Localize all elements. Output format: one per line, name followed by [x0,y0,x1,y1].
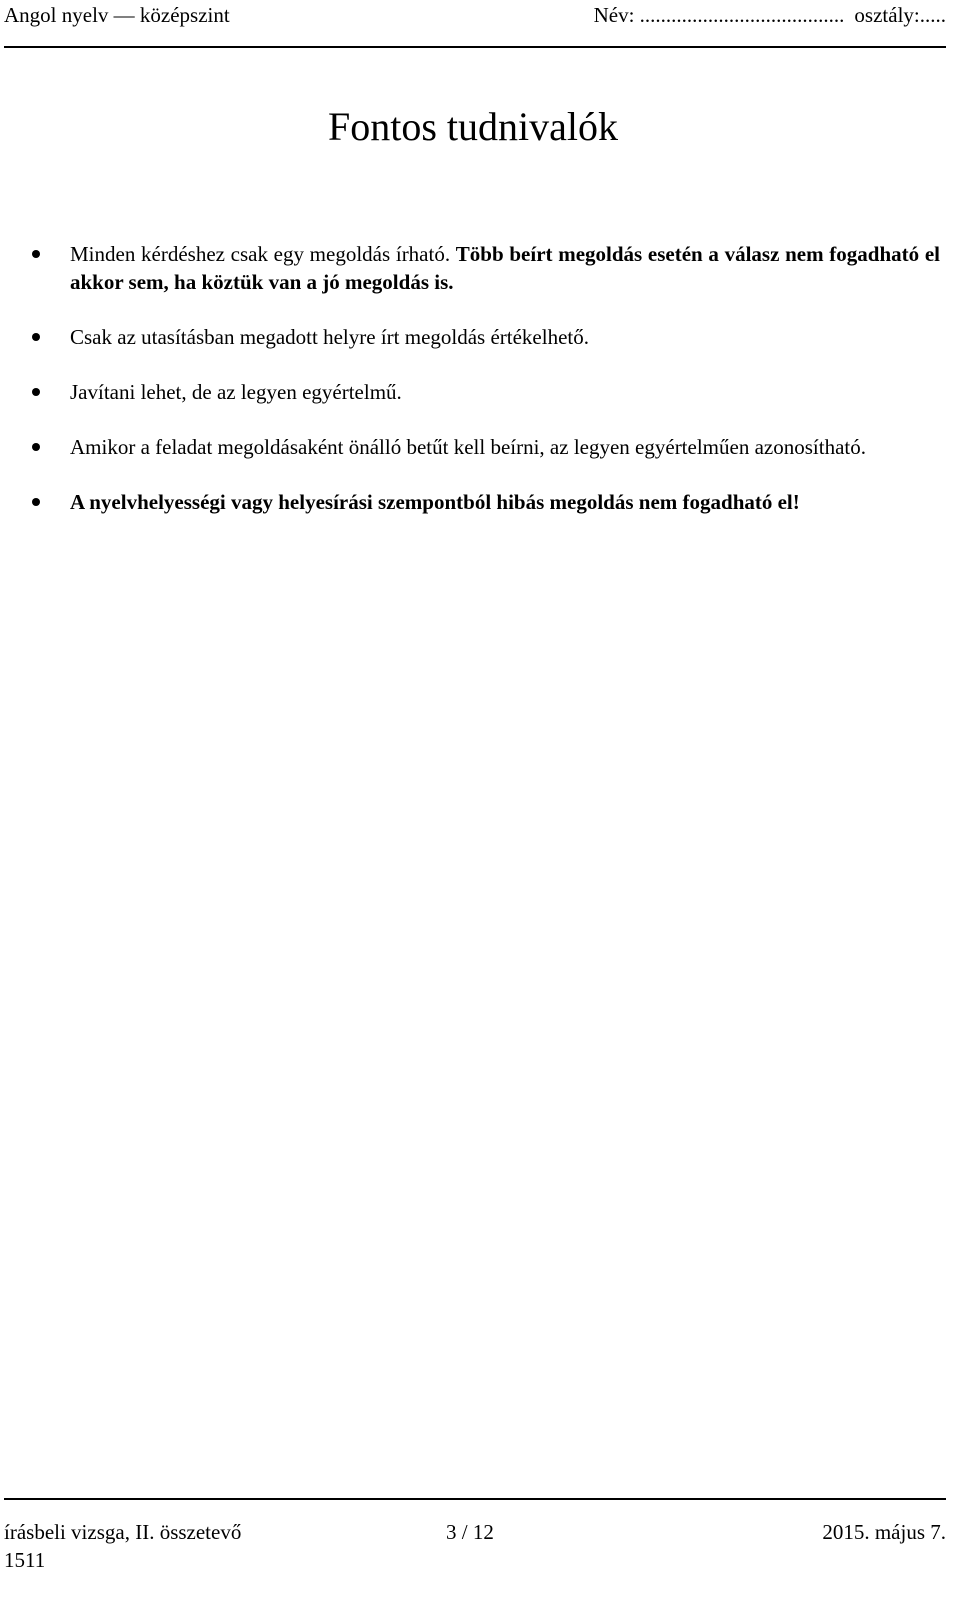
notice-item [70,323,940,351]
bullet-icon [32,443,40,451]
page-title: Fontos tudnivalók [327,104,619,149]
student-fields [594,3,946,28]
page-number: 3 / 12 [446,1520,494,1544]
notice-item [70,378,940,406]
page-header [4,0,946,48]
name-field: Név: ....................................... [593,3,845,27]
notice-item [70,433,940,461]
notice-item [70,488,940,516]
bullet-icon [32,333,40,341]
exam-name: írásbeli vizsga, II. összetevő [4,1520,242,1544]
notice-text: Javítani lehet, de az legyen egyértelmű. [70,380,402,404]
exam-code: 1511 [4,1548,46,1572]
bullet-icon [32,250,40,258]
exam-subject: Angol nyelv — középszint [4,3,230,27]
notice-bold-text: Több beírt megoldás esetén a válasz nem fogadható el akkor sem, ha köztük van a jó megoldás is. [70,242,940,294]
class-field: osztály:..... [854,3,946,27]
page-footer [4,1498,946,1598]
exam-date: 2015. május 7. [822,1520,946,1544]
bullet-icon [32,498,40,506]
notice-bold-text: A nyelvhelyességi vagy helyesírási szempontból hibás megoldás nem fogadható el! [70,490,800,514]
bullet-icon [32,388,40,396]
notice-text: Minden kérdéshez csak egy megoldás írható. [70,242,456,266]
notice-list [70,240,940,543]
notice-text: Csak az utasításban megadott helyre írt megoldás értékelhető. [70,325,589,349]
notice-item [70,240,940,296]
notice-text: Amikor a feladat megoldásaként önálló betűt kell beírni, az legyen egyértelműen azonosítható. [70,435,866,459]
